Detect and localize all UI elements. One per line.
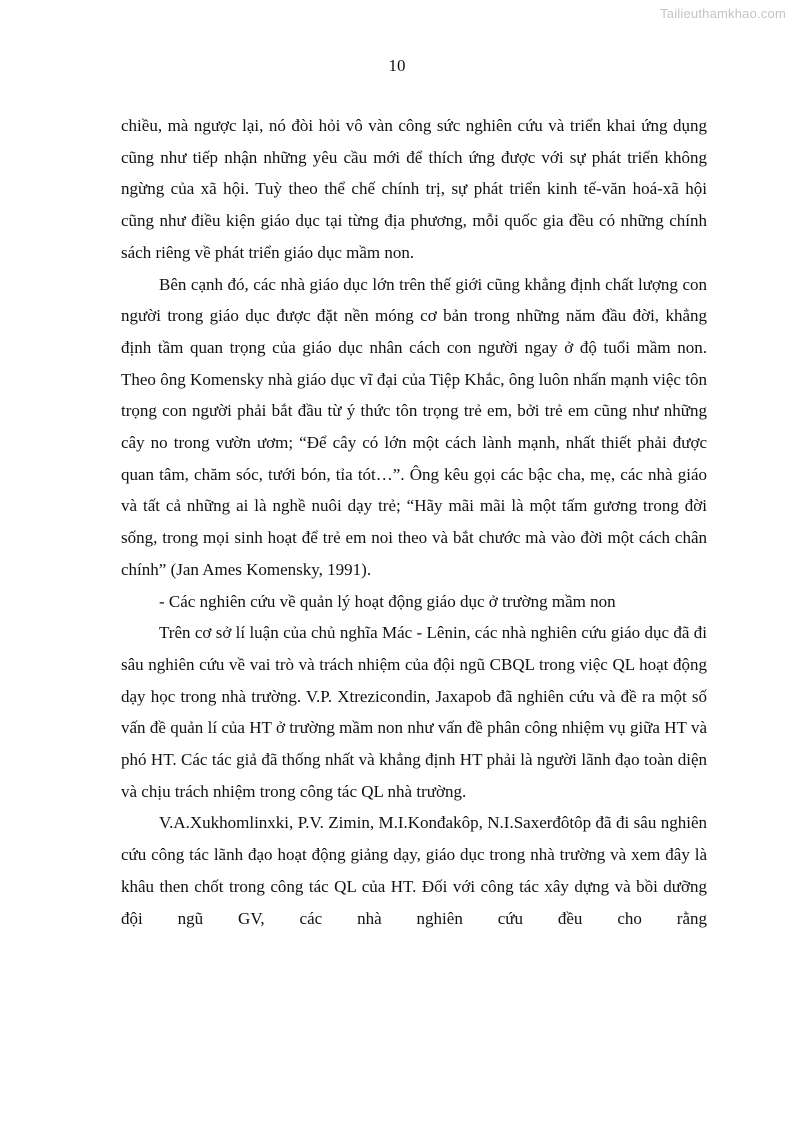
watermark: Tailieuthamkhao.com [660, 6, 786, 21]
paragraph-komensky: Bên cạnh đó, các nhà giáo dục lớn trên thế giới cũng khẳng định chất lượng con người trong giáo dục được đặt nền móng cơ bản trong những năm đầu đời, khẳng định tầm quan trọng của giáo dục nhân cách con người ngay ở độ tuổi mầm non. Theo ông Komensky nhà giáo dục vĩ đại của Tiệp Khắc, ông luôn nhấn mạnh việc tôn trọng con người phải bắt đầu từ ý thức tôn trọng trẻ em, bởi trẻ em cũng như những cây no trong vườn ươm; “Để cây có lớn một cách lành mạnh, nhất thiết phải được quan tâm, chăm sóc, tưới bón, tỉa tót…”. Ông kêu gọi các bậc cha, mẹ, các nhà giáo và tất cả những ai là nghề nuôi dạy trẻ; “Hãy mãi mãi là một tấm gương trong đời sống, trong mọi sinh hoạt để trẻ em noi theo và bắt chước mà vào đời một cách chân chính” (Jan Ames Komensky, 1991). [121, 274, 707, 579]
paragraph-xukhomlinxki: V.A.Xukhomlinxki, P.V. Zimin, M.I.Konđakôp, N.I.Saxerđôtôp đã đi sâu nghiên cứu công tác lãnh đạo hoạt động giảng dạy, giáo dục trong nhà trường và xem đây là khâu then chốt trong công tác QL của HT. Đối với công tác xây dựng và bồi dưỡng đội ngũ GV, các nhà nghiên cứu đều cho rằng [121, 813, 707, 928]
paragraph-continuation: chiều, mà ngược lại, nó đòi hỏi vô vàn công sức nghiên cứu và triển khai ứng dụng cũng như tiếp nhận những yêu cầu mới để thích ứng được với sự phát triển không ngừng của xã hội. Tuỳ theo thể chế chính trị, sự phát triển kinh tế-văn hoá-xã hội cũng như điều kiện giáo dục tại từng địa phương, mỗi quốc gia đều có những chính sách riêng về phát triển giáo dục mầm non. [121, 116, 707, 262]
section-heading-management-research: - Các nghiên cứu về quản lý hoạt động giáo dục ở trường mầm non [159, 591, 616, 611]
paragraph-marx-lenin: Trên cơ sở lí luận của chủ nghĩa Mác - Lênin, các nhà nghiên cứu giáo dục đã đi sâu nghiên cứu về vai trò và trách nhiệm của đội ngũ CBQL trong việc QL hoạt động dạy học trong nhà trường. V.P. Xtrezicondin, Jaxapob đã nghiên cứu và đề ra một số vấn đề quản lí của HT ở trường mầm non như vấn đề phân công nhiệm vụ giữa HT và phó HT. Các tác giả đã thống nhất và khẳng định HT phải là người lãnh đạo toàn diện và chịu trách nhiệm trong công tác QL nhà trường. [121, 623, 707, 801]
page-number: 10 [388, 56, 406, 75]
document-body [121, 110, 707, 934]
